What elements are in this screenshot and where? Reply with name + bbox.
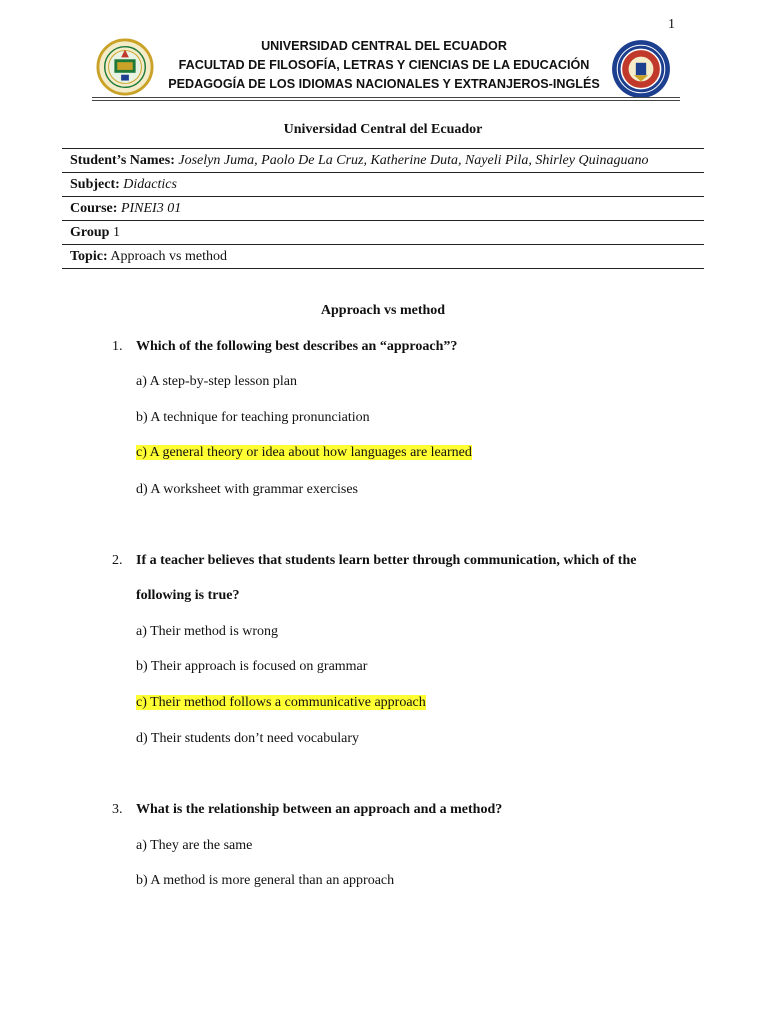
question-number: 1. bbox=[112, 339, 123, 354]
question-2 bbox=[112, 553, 636, 569]
course-label: Course: bbox=[70, 201, 118, 216]
course-row bbox=[62, 197, 704, 221]
option-2b: b) Their approach is focused on grammar bbox=[136, 659, 368, 674]
question-1 bbox=[112, 339, 457, 355]
option-2c-answer bbox=[136, 695, 426, 711]
option-2a: a) Their method is wrong bbox=[136, 624, 279, 639]
page-number: 1 bbox=[668, 17, 675, 32]
highlighted-answer: c) A general theory or idea about how languages are learned bbox=[136, 445, 472, 460]
university-seal-icon bbox=[96, 38, 154, 96]
topic-label: Topic: bbox=[70, 249, 108, 264]
question-3 bbox=[112, 802, 502, 818]
question-text: If a teacher believes that students learn better through communication, which of the bbox=[136, 553, 637, 568]
subject-value: Didactics bbox=[123, 177, 177, 192]
topic-value: Approach vs method bbox=[110, 249, 227, 264]
option-1a: a) A step-by-step lesson plan bbox=[136, 374, 297, 389]
document-title: Universidad Central del Ecuador bbox=[283, 122, 483, 137]
students-row bbox=[62, 148, 704, 173]
option-3b: b) A method is more general than an approach bbox=[136, 873, 395, 888]
faculty-seal-icon bbox=[610, 38, 672, 100]
group-label: Group bbox=[70, 225, 110, 240]
header-faculty: FACULTAD DE FILOSOFÍA, LETRAS Y CIENCIAS DE LA EDUCACIÓN bbox=[178, 58, 590, 72]
students-label: Student’s Names: bbox=[70, 153, 175, 168]
topic-row bbox=[62, 245, 704, 269]
header-divider bbox=[92, 97, 680, 101]
header-program: PEDAGOGÍA DE LOS IDIOMAS NACIONALES Y EXTRANJEROS-INGLÉS bbox=[168, 77, 600, 91]
option-2d: d) Their students don’t need vocabulary bbox=[136, 731, 360, 746]
course-value: PINEI3 01 bbox=[120, 201, 182, 216]
question-text: What is the relationship between an approach and a method? bbox=[136, 802, 503, 817]
subject-row bbox=[62, 173, 704, 197]
university-header bbox=[92, 36, 682, 102]
option-3a: a) They are the same bbox=[136, 838, 253, 853]
highlighted-answer: c) Their method follows a communicative approach bbox=[136, 695, 426, 710]
option-1d: d) A worksheet with grammar exercises bbox=[136, 482, 358, 497]
subject-label: Subject: bbox=[70, 177, 120, 192]
question-text: Which of the following best describes an “approach”? bbox=[136, 339, 458, 354]
students-value: Joselyn Juma, Paolo De La Cruz, Katherine Duta, Nayeli Pila, Shirley Quinaguano bbox=[178, 153, 649, 168]
group-value: 1 bbox=[112, 225, 120, 240]
section-title: Approach vs method bbox=[320, 303, 446, 318]
group-row bbox=[62, 221, 704, 245]
option-1b: b) A technique for teaching pronunciation bbox=[136, 410, 370, 425]
student-info-table bbox=[62, 148, 704, 269]
option-1c-answer bbox=[136, 445, 472, 461]
header-university: UNIVERSIDAD CENTRAL DEL ECUADOR bbox=[261, 39, 507, 53]
question-text-continued: following is true? bbox=[136, 588, 240, 603]
question-number: 3. bbox=[112, 802, 123, 817]
question-number: 2. bbox=[112, 553, 123, 568]
